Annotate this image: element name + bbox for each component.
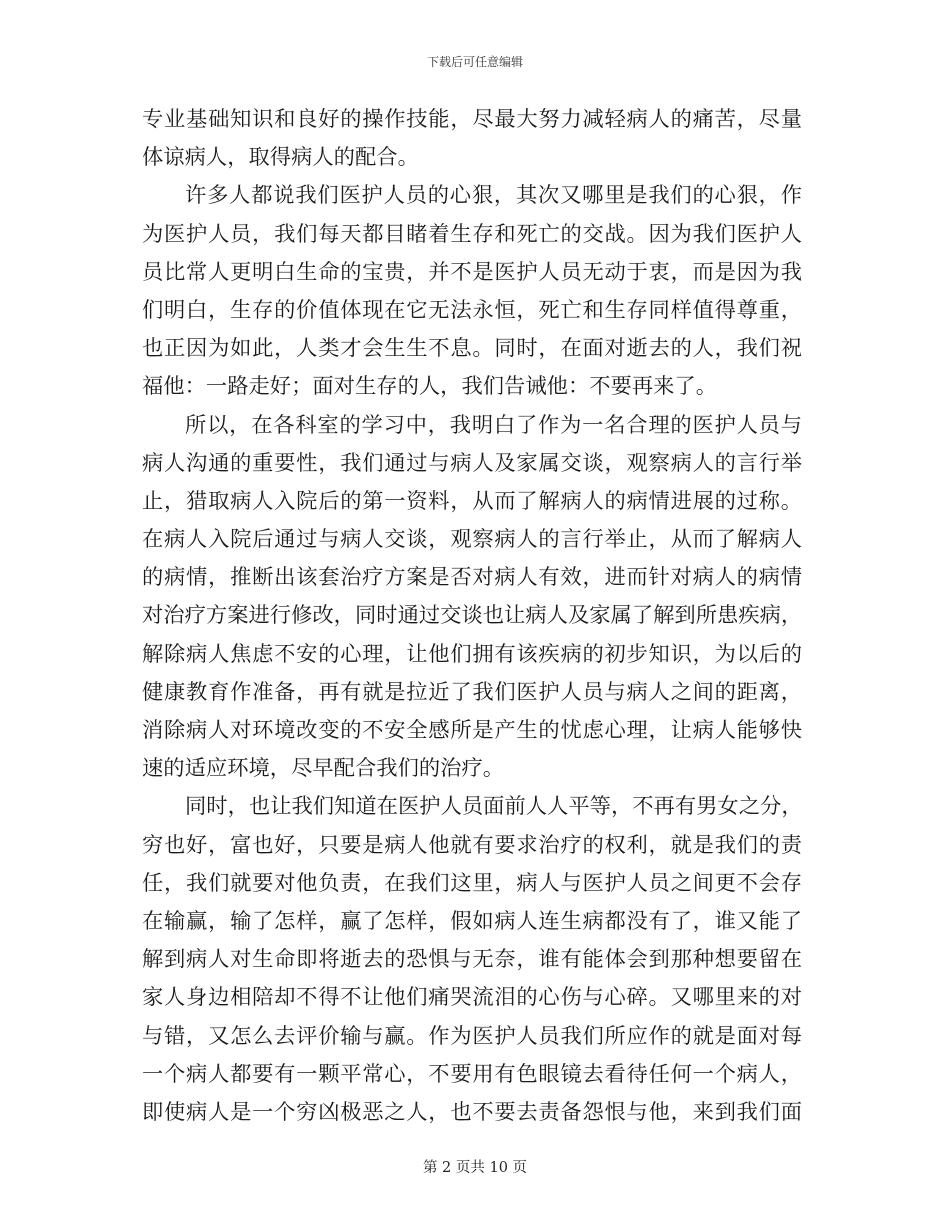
text-line: 解除病人焦虑不安的心理，让他们拥有该疾病的初步知识，为以后的 — [142, 641, 802, 667]
document-body — [142, 101, 802, 1132]
text-line: 速的适应环境，尽早配合我们的治疗。 — [142, 756, 505, 782]
text-line: 消除病人对环境改变的不安全感所是产生的忧虑心理，让病人能够快 — [142, 718, 802, 743]
text-line: 解到病人对生命即将逝去的恐惧与无奈，谁有能体会到那种想要留在 — [142, 947, 802, 973]
text-line: 福他：一路走好；面对生存的人，我们告诫他：不要再来了。 — [142, 374, 718, 400]
text-line: 健康教育作准备，再有就是拉近了我们医护人员与病人之间的距离， — [142, 679, 802, 705]
page-header: 下载后可任意编辑 — [426, 55, 523, 69]
page-footer: 第 2 页共 10 页 — [422, 1160, 528, 1176]
text-line: 家人身边相陪却不得不让他们痛哭流泪的心伤与心碎。又哪里来的对 — [142, 985, 802, 1011]
text-line: 所以，在各科室的学习中，我明白了作为一名合理的医护人员与 — [185, 412, 802, 438]
text-line: 专业基础知识和良好的操作技能，尽最大努力减轻病人的痛苦，尽量 — [142, 107, 802, 132]
text-line: 一个病人都要有一颗平常心，不要用有色眼镜去看待任何一个病人， — [142, 1061, 802, 1087]
text-line: 许多人都说我们医护人员的心狠，其次又哪里是我们的心狠，作 — [185, 183, 802, 209]
text-line: 们明白，生存的价值体现在它无法永恒，死亡和生存同样值得尊重， — [142, 297, 802, 323]
text-line: 也正因为如此，人类才会生生不息。同时，在面对逝去的人，我们祝 — [142, 336, 802, 362]
text-line: 体谅病人，取得病人的配合。 — [142, 145, 419, 171]
text-line: 在病人入院后通过与病人交谈，观察病人的言行举止，从而了解病人 — [142, 527, 802, 553]
text-line: 在输赢，输了怎样，赢了怎样，假如病人连生病都没有了，谁又能了 — [142, 908, 802, 934]
text-line: 同时，也让我们知道在医护人员面前人人平等，不再有男女之分， — [185, 794, 803, 820]
text-line: 即使病人是一个穷凶极恶之人，也不要去责备怨恨与他，来到我们面 — [142, 1099, 802, 1125]
text-line: 的病情，推断出该套治疗方案是否对病人有效，进而针对病人的病情 — [142, 565, 802, 591]
text-line: 穷也好，富也好，只要是病人他就有要求治疗的权利，就是我们的责 — [142, 832, 802, 858]
text-line: 员比常人更明白生命的宝贵，并不是医护人员无动于衷，而是因为我 — [142, 259, 802, 285]
text-line: 对治疗方案进行修改，同时通过交谈也让病人及家属了解到所患疾病， — [142, 603, 803, 629]
text-line: 为医护人员，我们每天都目睹着生存和死亡的交战。因为我们医护人 — [142, 221, 802, 247]
text-line: 病人沟通的重要性，我们通过与病人及家属交谈，观察病人的言行举 — [142, 450, 802, 476]
text-line: 与错，又怎么去评价输与赢。作为医护人员我们所应作的就是面对每 — [142, 1023, 802, 1049]
text-line: 任，我们就要对他负责，在我们这里，病人与医护人员之间更不会存 — [142, 870, 802, 896]
text-line: 止，猎取病人入院后的第一资料，从而了解病人的病情进展的过称。 — [142, 488, 802, 514]
